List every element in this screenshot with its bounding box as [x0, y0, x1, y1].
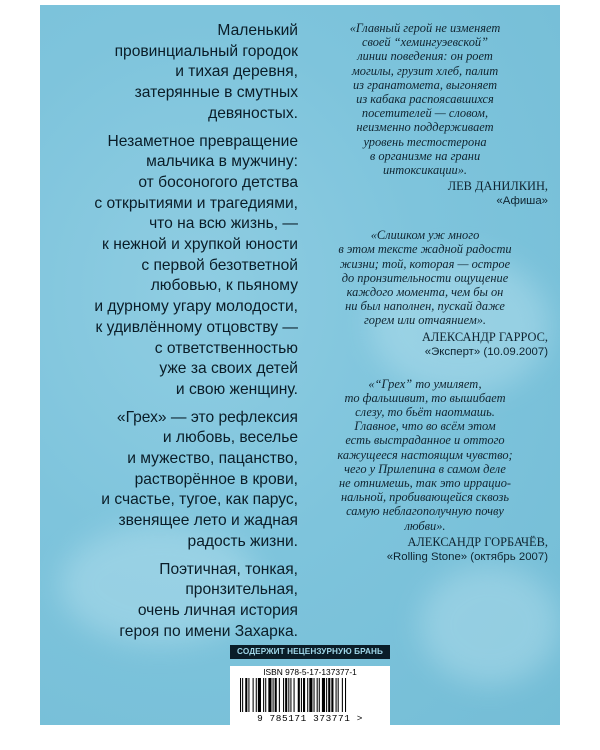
annotation-paragraph-2: Незаметное превращение мальчика в мужчину: от босоногого детства с открытиями и трагедиями, что на всю жизнь, — к нежной и хрупкой юности с первой безответной любовью, к пьяному и дурному угару молодости, к удивлённому отцовству — с ответственностью уже за своих детей и свою женщину. — [94, 132, 298, 398]
barcode-bar — [285, 678, 287, 712]
barcode-bar — [240, 678, 241, 712]
quote-source: «Афиша» — [496, 195, 548, 208]
barcode-bar — [279, 678, 280, 712]
review-quote — [302, 228, 548, 358]
barcode-bar — [307, 678, 308, 712]
quote-source: «Эксперт» (10.09.2007) — [424, 345, 548, 358]
barcode-bar — [322, 678, 325, 712]
barcode-bar — [331, 678, 333, 712]
quote-text: «Слишком уж много в этом тексте жадной радости жизни; той, которая — острое до пронзительности ощущение каждого момента, чем бы он ни был наполнен, пускай даже горем или отчаянием». — [338, 228, 512, 328]
barcode-bar — [314, 678, 315, 712]
barcode-bar — [258, 678, 261, 712]
quote-author: ЛЕВ ДАНИЛКИН, «Афиша» — [447, 179, 548, 208]
barcode-bar — [253, 678, 254, 712]
barcode-bar — [342, 678, 343, 712]
review-quote — [302, 377, 548, 564]
barcode-bar — [263, 678, 264, 712]
barcode-bar — [248, 678, 249, 712]
barcode-bar — [283, 678, 284, 712]
barcode-block — [230, 666, 390, 725]
barcode-bar — [319, 678, 320, 712]
barcode-graphic — [238, 678, 382, 712]
barcode-bar — [275, 678, 277, 712]
book-back-cover — [40, 5, 560, 725]
quote-text: «Главный герой не изменяет своей “хемингуэевской” линии поведения: он роет могилы, грузит хлеб, палит из гранатомета, выгоняет из кабака распоясавшихся посетителей — словом, неизменно поддерживает уровень тестостерона в организме на грани интоксикации». — [349, 21, 501, 178]
barcode-bar — [338, 678, 339, 712]
barcode-digits: 9 785171 373771 > — [257, 713, 363, 724]
quote-text: «“Грех” то умиляет, то фальшивит, то вышибает слезу, то бьёт наотмашь. Главное, что во всём этом есть выстраданное и оттого кажущееся настоящим чувство; чего у Прилепина в самом деле не отнимешь, так это иррацио- нальной, пробивающейся сквозь самую неблагополучную почву любви». — [337, 376, 513, 533]
barcode-bar — [345, 678, 346, 712]
barcode-bar — [288, 678, 289, 712]
barcode-bar — [317, 678, 318, 712]
profanity-warning-label: СОДЕРЖИТ НЕЦЕНЗУРНУЮ БРАНЬ — [230, 645, 390, 659]
quote-author: АЛЕКСАНДР ГОРБАЧЁВ, «Rolling Stone» (октябрь 2007) — [386, 534, 548, 563]
isbn-number: ISBN 978-5-17-137377-1 — [263, 667, 357, 677]
review-quote — [302, 21, 548, 208]
barcode-bar — [268, 678, 271, 712]
annotation-paragraph-3: «Грех» — это рефлексия и любовь, веселье и мужество, пацанство, растворённое в крови, и счастье, тугое, как парус, звенящее лето и жадная радость жизни. — [101, 408, 298, 550]
barcode-bar — [328, 678, 330, 712]
barcode-bar — [336, 678, 337, 712]
barcode-bar — [303, 678, 305, 712]
barcode-bar — [298, 678, 300, 712]
texture-blot — [420, 565, 560, 685]
barcode-bar — [242, 678, 243, 712]
barcode-bar — [290, 678, 291, 712]
barcode-bar — [326, 678, 327, 712]
barcode-bar — [273, 678, 274, 712]
annotation-paragraph-1: Маленький провинциальный городок и тихая деревня, затерянные в смутных девяностых. — [114, 22, 298, 122]
annotation-column — [50, 21, 298, 649]
barcode-bar — [309, 678, 312, 712]
barcode-bar — [294, 678, 295, 712]
quote-source: «Rolling Stone» (октябрь 2007) — [386, 550, 548, 563]
annotation-paragraph-4: Поэтичная, тонкая, пронзительная, очень личная история героя по имени Захарка. — [119, 560, 298, 640]
barcode-bar — [301, 678, 302, 712]
quote-author: АЛЕКСАНДР ГАРРОС, «Эксперт» (10.09.2007) — [421, 329, 548, 358]
barcode-bar — [265, 678, 266, 712]
barcode-bar — [256, 678, 257, 712]
reviews-column — [302, 21, 548, 564]
barcode-bar — [245, 678, 247, 712]
